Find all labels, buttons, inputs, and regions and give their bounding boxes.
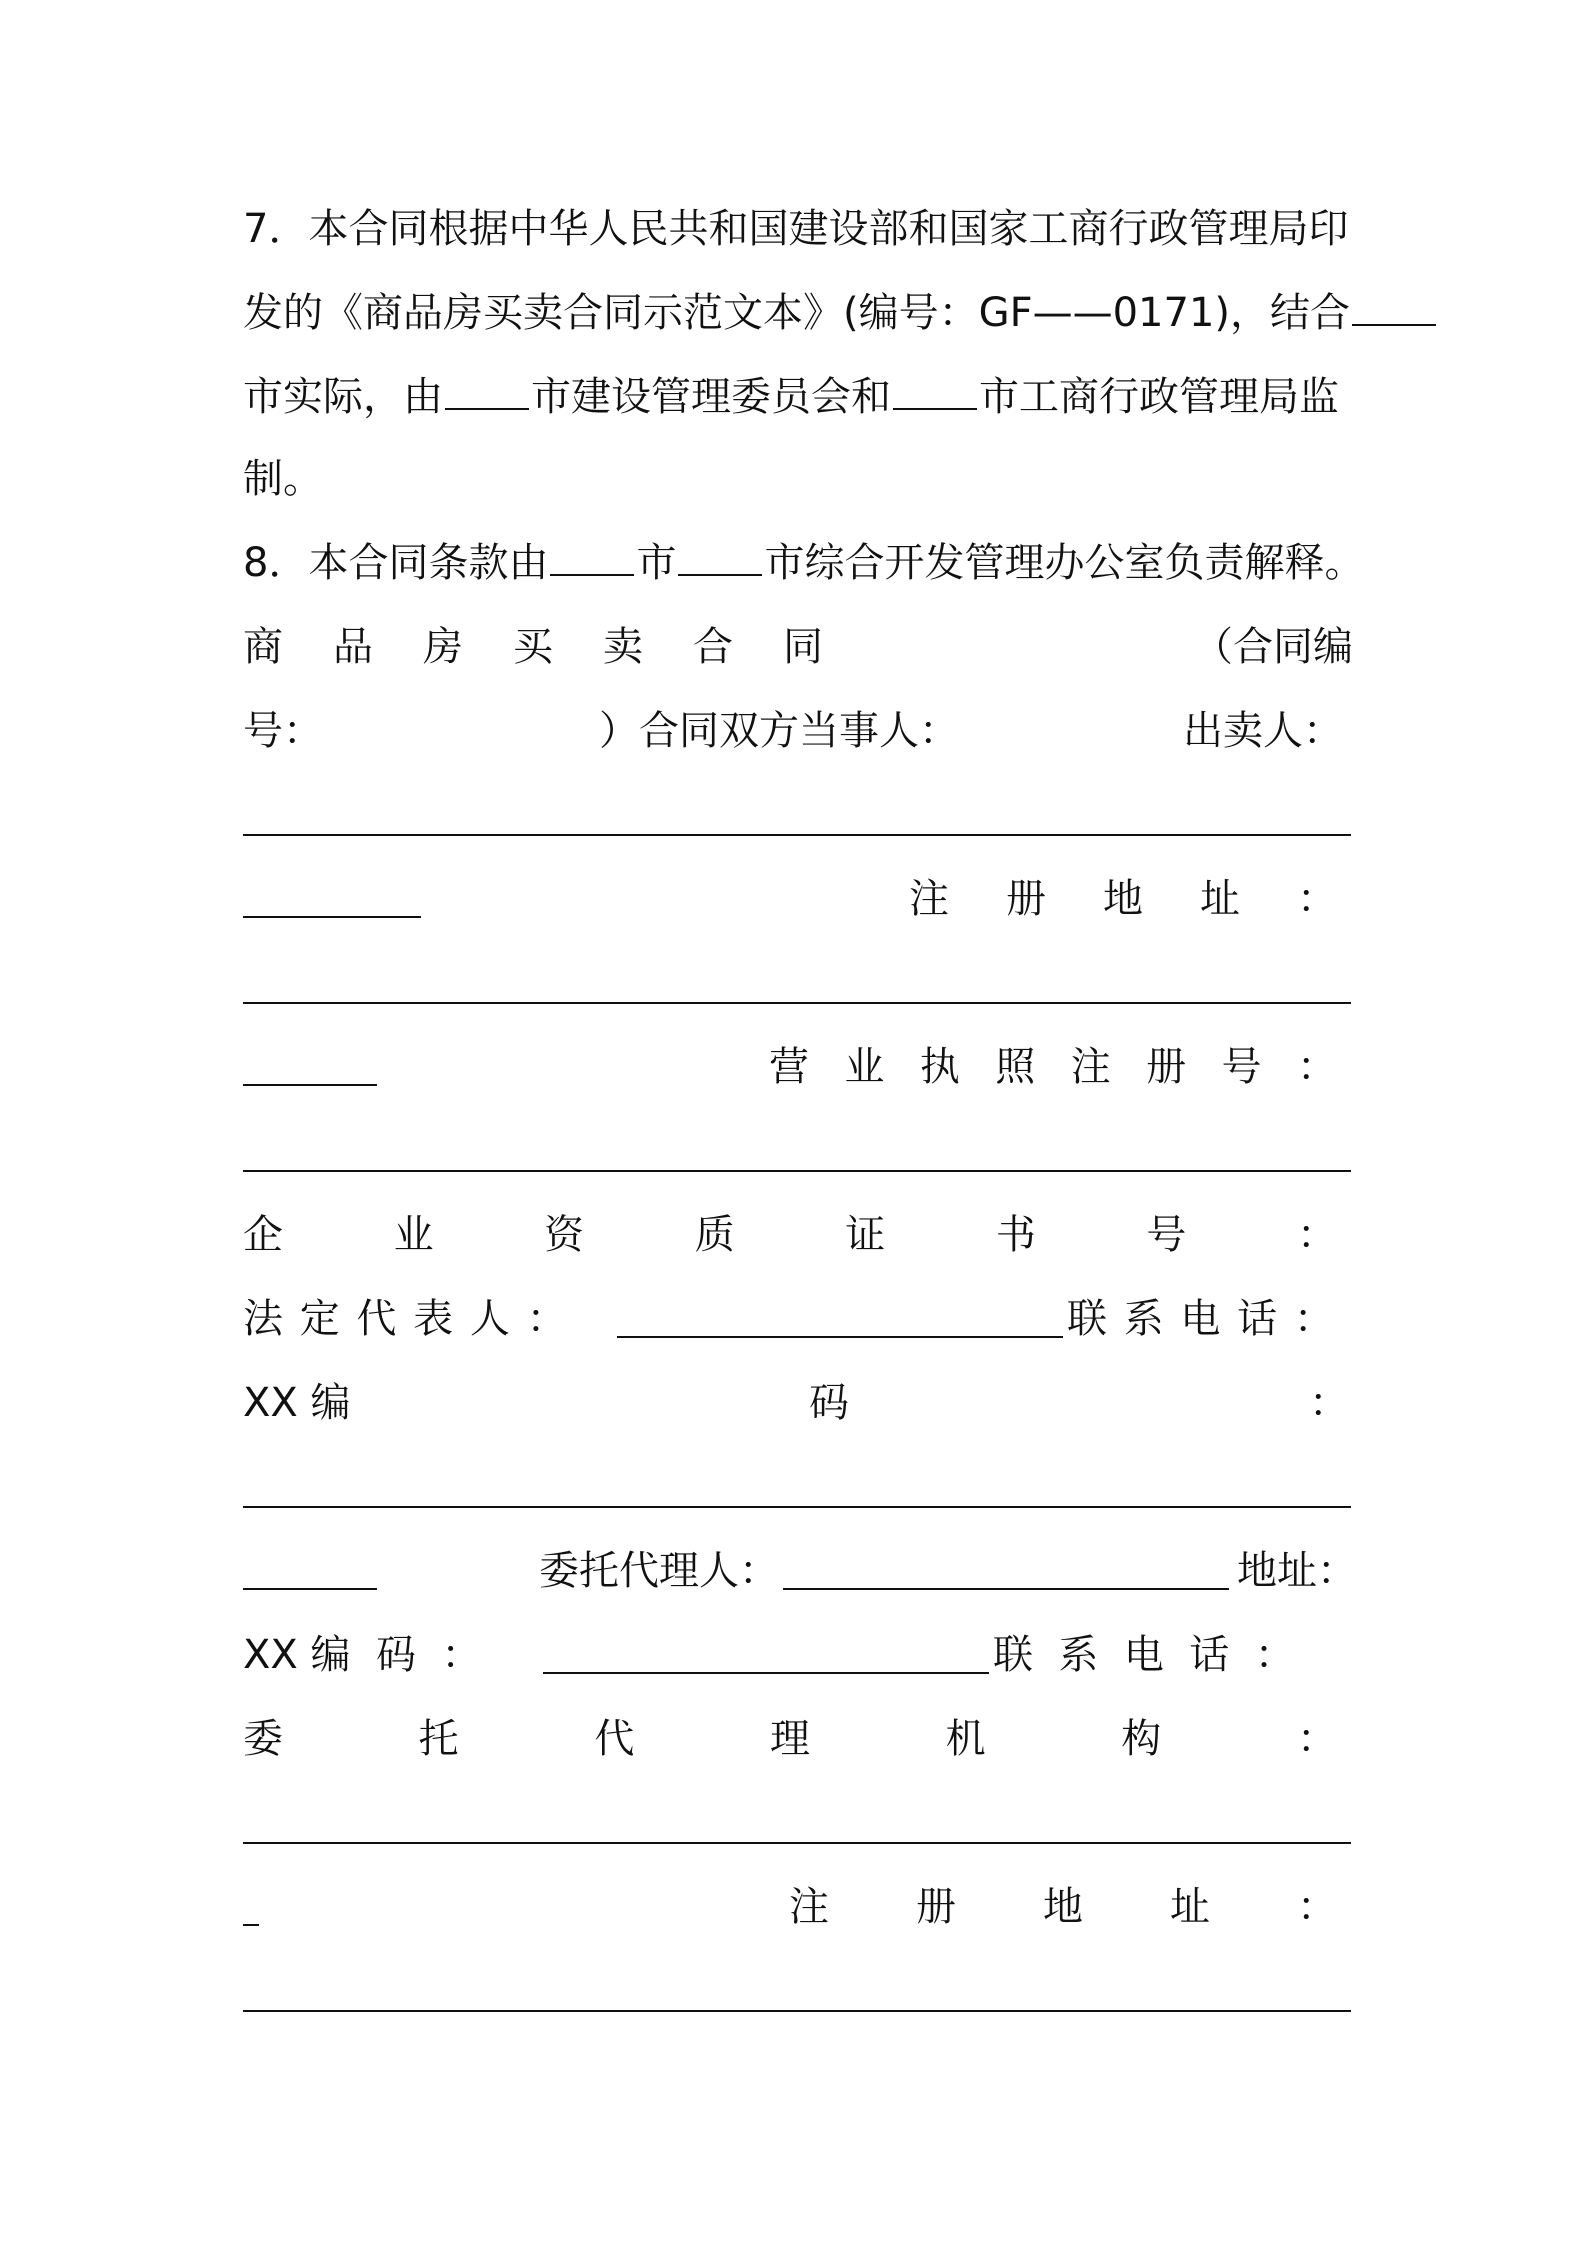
fill-line[interactable] <box>243 1170 1351 1172</box>
legal-rep-label: 法 定 代 表 人 ： <box>243 1296 569 1342</box>
clause-7-line-2: 发的《商品房买卖合同示范文本》(编号：GF——0171)，结合 <box>243 283 1353 343</box>
agent-label: 委托代理人： <box>539 1548 779 1594</box>
postcode-label: XX 编 码 ： <box>243 1632 482 1678</box>
clause-7-line-3: 市实际，由 市建设管理委员会和 市工商行政管理局监 <box>243 374 1339 420</box>
contract-title-line <box>243 617 1353 677</box>
fill-line[interactable] <box>243 1002 1351 1004</box>
postcode-field[interactable] <box>543 1672 989 1674</box>
legal-rep-line <box>243 1289 1353 1349</box>
clause-8-line: 8．本合同条款由 市 市综合开发管理办公室负责解释。 <box>243 540 1365 586</box>
fill-line[interactable] <box>243 1842 1351 1844</box>
contract-number-label: （合同编 <box>1193 624 1353 670</box>
agent-field[interactable] <box>783 1588 1229 1590</box>
agency-reg-address-label: 注 册 地 址 ： <box>789 1884 1337 1930</box>
license-number-line <box>243 1037 1353 1097</box>
blank-field[interactable] <box>550 573 634 576</box>
address-label: 地址： <box>1237 1548 1357 1594</box>
postcode-line: XX 编 码 ： <box>243 1380 1349 1426</box>
legal-rep-field[interactable] <box>617 1336 1063 1338</box>
clause-7-line-1: 7．本合同根据中华人民共和国建设部和国家工商行政管理局印 <box>243 206 1349 252</box>
license-number-label: 营 业 执 照 注 册 号 ： <box>769 1044 1337 1090</box>
phone-label-2: 联 系 电 话 ： <box>993 1632 1295 1678</box>
contract-title: 商 品 房 买 卖 合 同 <box>243 624 823 670</box>
phone-label: 联 系 电 话 ： <box>1067 1296 1336 1342</box>
agency-reg-address-line <box>243 1877 1353 1937</box>
qualification-cert-line: 企 业 资 质 证 书 号 ： <box>243 1212 1337 1258</box>
document-page <box>243 0 1365 2244</box>
clause-7-line-4: 制。 <box>243 456 323 502</box>
fill-line[interactable] <box>243 1588 377 1590</box>
blank-field[interactable] <box>678 573 762 576</box>
seller-reg-address-line <box>243 869 1353 929</box>
fill-line[interactable] <box>243 1924 259 1926</box>
fill-line[interactable] <box>243 834 1351 836</box>
fill-line[interactable] <box>243 2010 1351 2012</box>
agent-line <box>243 1541 1357 1601</box>
blank-field[interactable] <box>445 407 529 410</box>
blank-field[interactable] <box>893 407 977 410</box>
postcode-phone-line <box>243 1625 1353 1685</box>
reg-address-label: 注 册 地 址 ： <box>909 876 1337 922</box>
blank-field[interactable] <box>1352 323 1436 326</box>
fill-line[interactable] <box>243 1506 1351 1508</box>
seller-label: 出卖人： <box>1183 708 1343 754</box>
parties-label: ）合同双方当事人： <box>599 708 959 754</box>
fill-line[interactable] <box>243 916 421 918</box>
contract-parties-line: 号： ）合同双方当事人： 出卖人： <box>243 701 1353 761</box>
agency-line: 委 托 代 理 机 构 ： <box>243 1716 1337 1762</box>
fill-line[interactable] <box>243 1084 377 1086</box>
